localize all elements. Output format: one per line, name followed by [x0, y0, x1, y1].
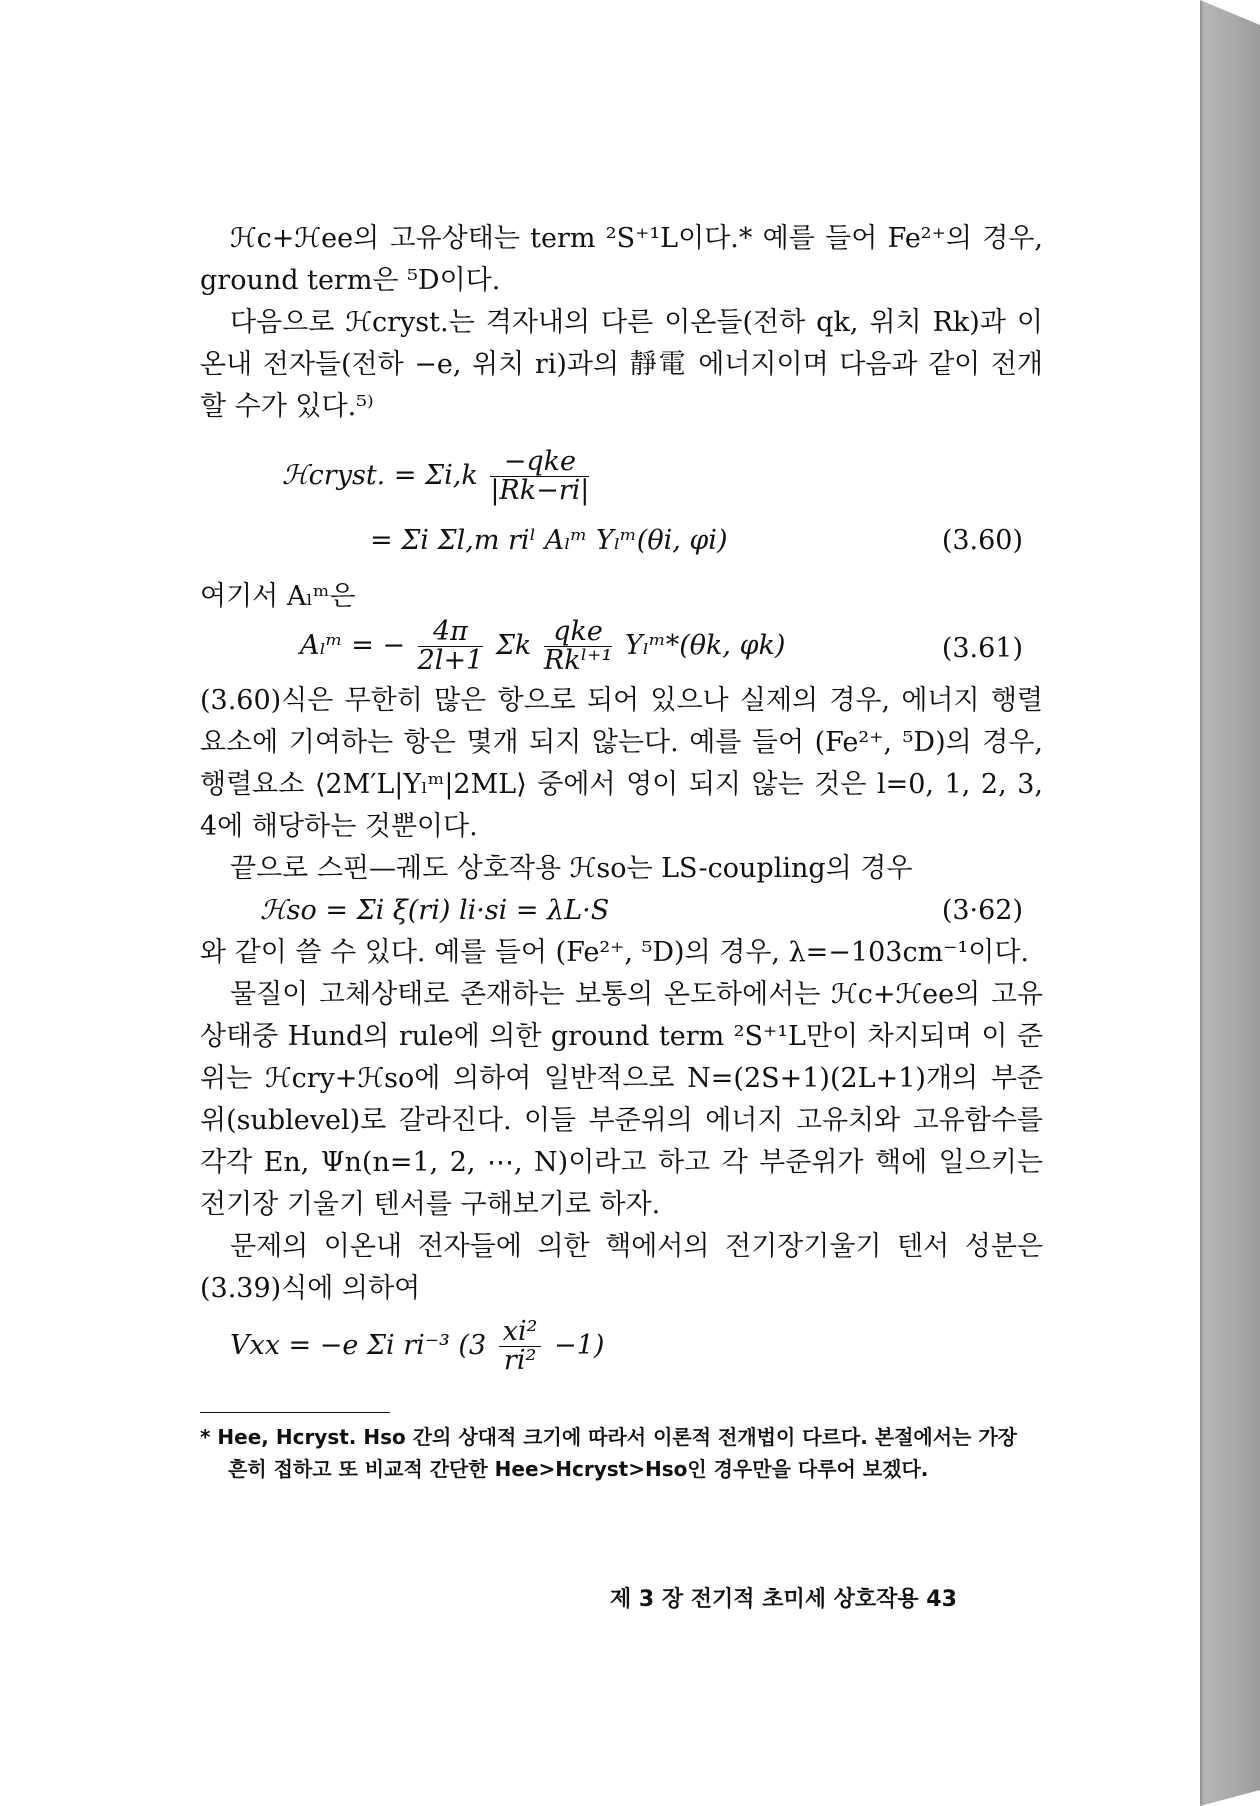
- equation-3-61-rhs: Yₗᵐ*(θk, φk): [624, 630, 786, 661]
- equation-vxx-lhs: Vxx = −e Σi ri⁻³ (3: [230, 1330, 487, 1361]
- equation-3-61-f1-denominator: 2l+1: [417, 645, 484, 676]
- paragraph-1: ℋc+ℋee의 고유상태는 term ²S⁺¹L이다.* 예를 들어 Fe²⁺의 경우, ground term은 ⁵D이다.: [200, 223, 1043, 296]
- paragraph-4: (3.60)식은 무한히 많은 항으로 되어 있으나 실제의 경우, 에너지 행렬요소에 기여하는 항은 몇개 되지 않는다. 예를 들어 (Fe²⁺, ⁵D)의 경우, 행렬요소 ⟨2M′L|Yₗᵐ|2ML⟩ 중에서 영이 되지 않는 것은 l=0, 1, 2, 3, 4에 해당하는 것뿐이다.: [200, 685, 1043, 842]
- page-body: [200, 218, 1043, 1485]
- paragraph-5: 끝으로 스핀—궤도 상호작용 ℋso는 LS-coupling의 경우: [230, 853, 913, 884]
- equation-3-61-fraction-1: [418, 618, 484, 675]
- equation-3-60-number: (3.60): [941, 525, 1023, 556]
- paragraph-3: 여기서 Aₗᵐ은: [200, 581, 356, 612]
- footnote: * Hee, Hcryst. Hso 간의 상대적 크기에 따라서 이론적 전개법이 다르다. 본절에서는 가장 흔히 접하고 또 비교적 간단한 Hee>Hcryst>Hso인 경우만을 다루어 보겠다.: [200, 1425, 1017, 1481]
- equation-cryst-numerator: −qke: [490, 448, 589, 477]
- equation-cryst-lhs: ℋcryst. = Σi,k: [282, 460, 478, 491]
- equation-3-61-f2-numerator: qke: [544, 618, 612, 647]
- equation-cryst-fraction: [490, 448, 589, 505]
- equation-vxx-denominator: ri²: [503, 1345, 537, 1376]
- equation-3-62-body: ℋso = Σi ξ(ri) li·si = λL·S: [260, 895, 610, 926]
- equation-cryst: [200, 448, 1043, 512]
- equation-3-62-number: (3·62): [941, 895, 1023, 926]
- equation-3-61-f1-numerator: 4π: [418, 618, 484, 647]
- equation-vxx-fraction: [499, 1318, 542, 1375]
- footnote-divider: [200, 1412, 390, 1413]
- paragraph-2: 다음으로 ℋcryst.는 격자내의 다른 이온들(전하 qk, 위치 Rk)과 이온내 전자들(전하 −e, 위치 ri)과의 靜電 에너지이며 다음과 같이 전개할 수가 있다.⁵⁾: [200, 307, 1043, 422]
- paragraph-7: 물질이 고체상태로 존재하는 보통의 온도하에서는 ℋc+ℋee의 고유상태중 Hund의 rule에 의한 ground term ²S⁺¹L만이 차지되며 이 준위는 ℋcry+ℋso에 의하여 일반적으로 N=(2S+1)(2L+1)개의 부준위(sublevel)로 갈라진다. 이들 부준위의 에너지 고유치와 고유함수를 각각 En, Ψn(n=1, 2, ⋯, N)이라고 하고 각 부준위가 핵에 일으키는 전기장 기울기 텐서를 구해보기로 하자.: [200, 979, 1043, 1220]
- equation-cryst-denominator: |Rk−ri|: [490, 475, 590, 506]
- equation-3-61-lhs: Aₗᵐ = −: [300, 630, 406, 661]
- equation-3-61-sum: Σk: [495, 630, 532, 661]
- equation-vxx-numerator: xi²: [499, 1318, 542, 1347]
- equation-3-60-body: = Σi Σl,m riˡ Aₗᵐ Yₗᵐ(θi, φi): [370, 525, 728, 556]
- equation-3-61-number: (3.61): [941, 633, 1023, 664]
- equation-vxx-rhs: −1): [554, 1330, 605, 1361]
- equation-3-62: [200, 890, 1043, 932]
- equation-3-61: [200, 618, 1043, 680]
- equation-3-61-fraction-2: [544, 618, 612, 675]
- paragraph-6: 와 같이 쓸 수 있다. 예를 들어 (Fe²⁺, ⁵D)의 경우, λ=−103cm⁻¹이다.: [200, 937, 1030, 968]
- paragraph-8: 문제의 이온내 전자들에 의한 핵에서의 전기장기울기 텐서 성분은 (3.39)식에 의하여: [200, 1231, 1043, 1304]
- page-edge: [1200, 0, 1260, 1806]
- equation-3-61-f2-denominator: Rkˡ⁺¹: [543, 645, 613, 676]
- equation-vxx: [200, 1318, 1043, 1384]
- running-footer: 제 3 장 전기적 초미세 상호작용 43: [610, 1587, 957, 1612]
- equation-3-60: [200, 520, 1043, 562]
